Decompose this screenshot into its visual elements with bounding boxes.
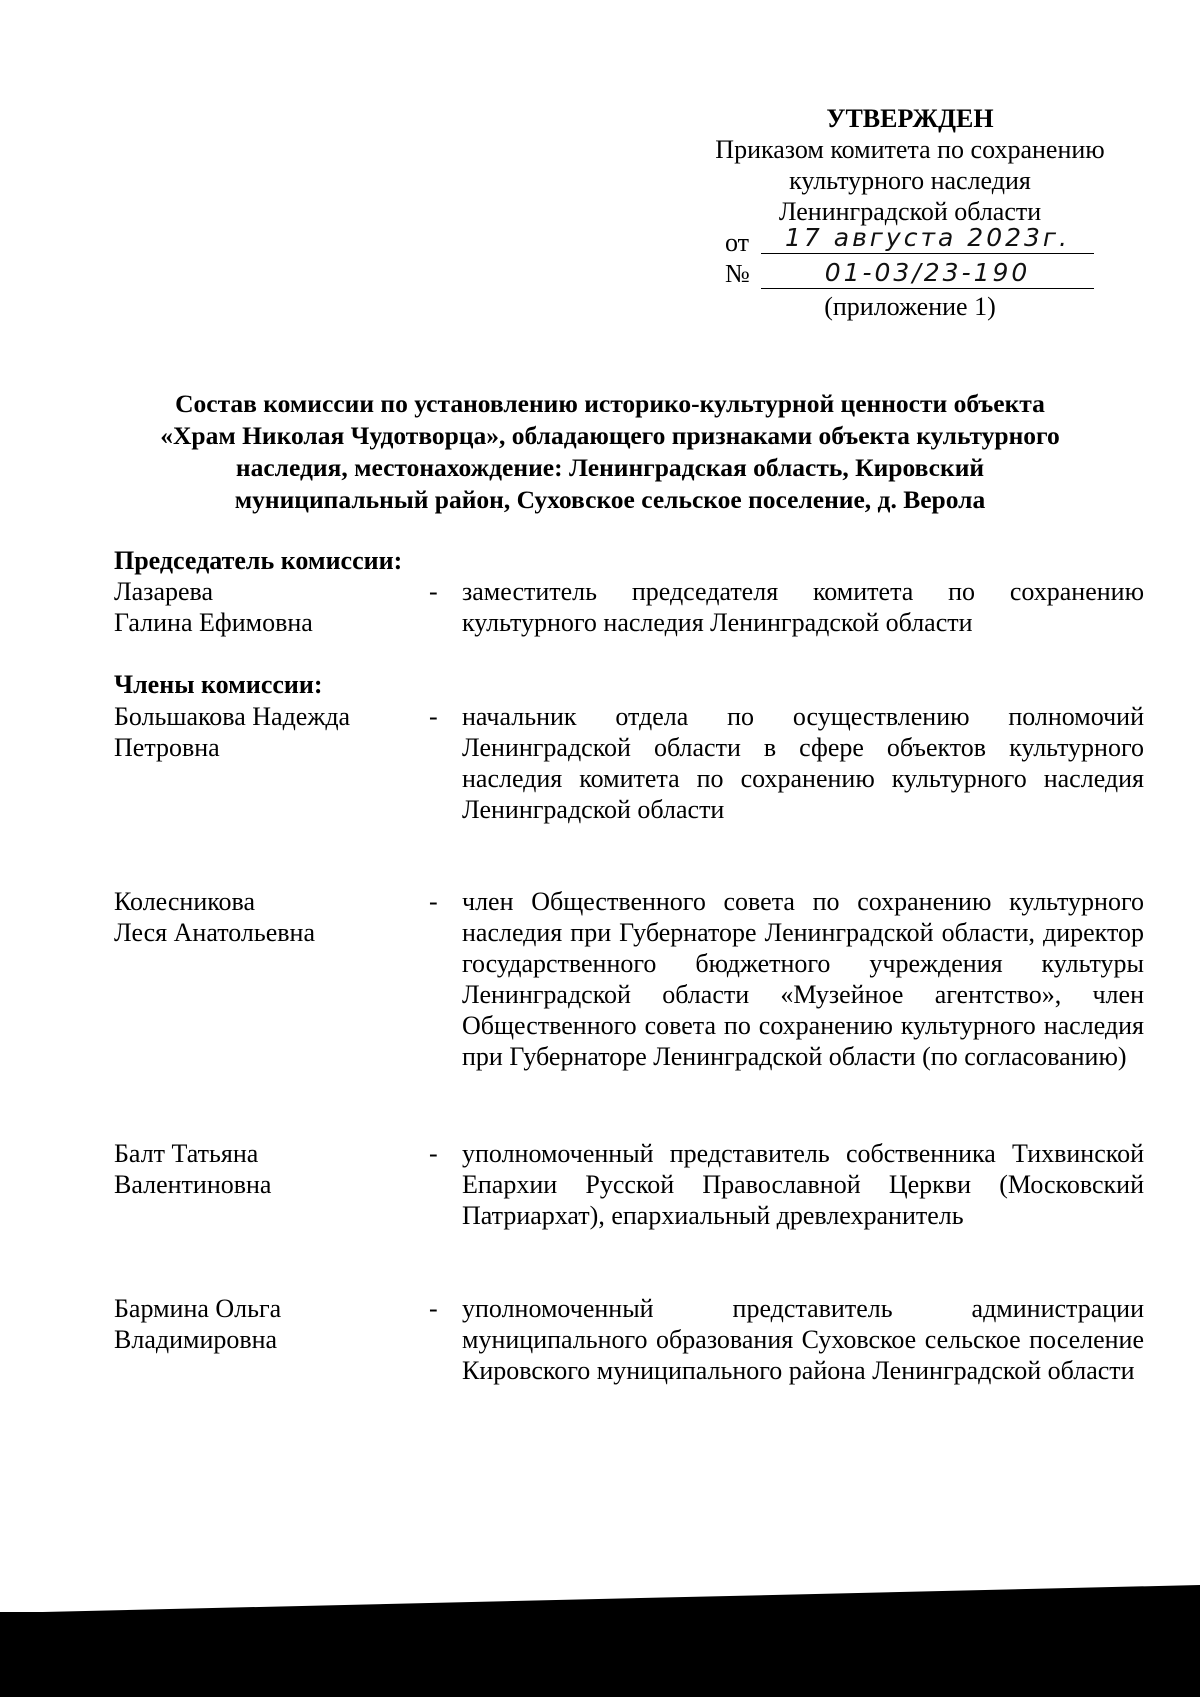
scan-bottom-border	[0, 1612, 1200, 1697]
member-surname: Лазарева	[114, 577, 213, 606]
member-given-names: Валентиновна	[114, 1170, 272, 1199]
dash-separator: -	[429, 1294, 438, 1323]
dash-separator: -	[429, 1139, 438, 1168]
member-position: заместитель председателя комитета по сохранению культурного наследия Ленинградской области	[462, 577, 1144, 637]
approval-line-3: Ленинградской области	[778, 197, 1042, 226]
members-heading: Члены комиссии:	[114, 670, 323, 699]
order-date-handwritten: 17 августа 2023г.	[761, 224, 1094, 254]
member-position: начальник отдела по осуществлению полномочий Ленинградской области в сфере объектов культурного наследия комитета по сохранению культурного наследия Ленинградской области	[462, 702, 1144, 824]
member-surname: Колесникова	[114, 887, 256, 916]
member-given-names: Петровна	[114, 733, 220, 762]
member-name	[114, 1293, 424, 1355]
approval-line-1: Приказом комитета по сохранению	[715, 135, 1105, 164]
member-given-names: Леся Анатольевна	[114, 918, 315, 947]
member-surname: Бармина Ольга	[114, 1294, 282, 1323]
document-title	[90, 388, 1130, 516]
member-surname: Большакова Надежда	[114, 702, 351, 731]
appendix-note: (приложение 1)	[824, 292, 996, 321]
dash-separator: -	[429, 702, 438, 731]
member-name	[114, 886, 424, 948]
order-number-row	[725, 258, 1130, 289]
approval-line-2: культурного наследия	[789, 166, 1031, 195]
dash-separator: -	[429, 577, 438, 606]
member-given-names: Владимировна	[114, 1325, 278, 1354]
member-name	[114, 701, 424, 763]
member-position: уполномоченный представитель администрации муниципального образования Суховское сельское поселение Кировского муниципального района Ленинградской области	[462, 1294, 1144, 1385]
title-line-1: Состав комиссии по установлению историко-культурной ценности объекта	[175, 389, 1045, 418]
order-date-label: от	[725, 228, 750, 257]
order-number-label: №	[725, 259, 750, 288]
title-line-2: «Храм Николая Чудотворца», обладающего признаками объекта культурного	[160, 421, 1060, 450]
chair-heading: Председатель комиссии:	[114, 546, 403, 575]
member-name	[114, 1138, 424, 1200]
member-position: уполномоченный представитель собственника Тихвинской Епархии Русской Православной Церкви (Московский Патриархат), епархиальный древлехранитель	[462, 1139, 1144, 1230]
approval-block	[690, 103, 1130, 322]
title-line-4: муниципальный район, Суховское сельское поселение, д. Верола	[234, 485, 986, 514]
member-name	[114, 576, 424, 638]
order-date-row	[725, 223, 1130, 258]
member-position: член Общественного совета по сохранению культурного наследия при Губернаторе Ленинградской области, директор государственного бюджетного учреждения культуры Ленинградской области «Музейное агентство», член Общественного совета по сохранению культурного наследия при Губернаторе Ленинградской области (по согласованию)	[462, 887, 1144, 1071]
member-surname: Балт Татьяна	[114, 1139, 259, 1168]
dash-separator: -	[429, 887, 438, 916]
member-given-names: Галина Ефимовна	[114, 608, 313, 637]
title-line-3: наследия, местонахождение: Ленинградская область, Кировский	[235, 453, 985, 482]
order-number-handwritten: 01-03/23-190	[761, 259, 1094, 289]
approval-heading: УТВЕРЖДЕН	[826, 104, 994, 133]
